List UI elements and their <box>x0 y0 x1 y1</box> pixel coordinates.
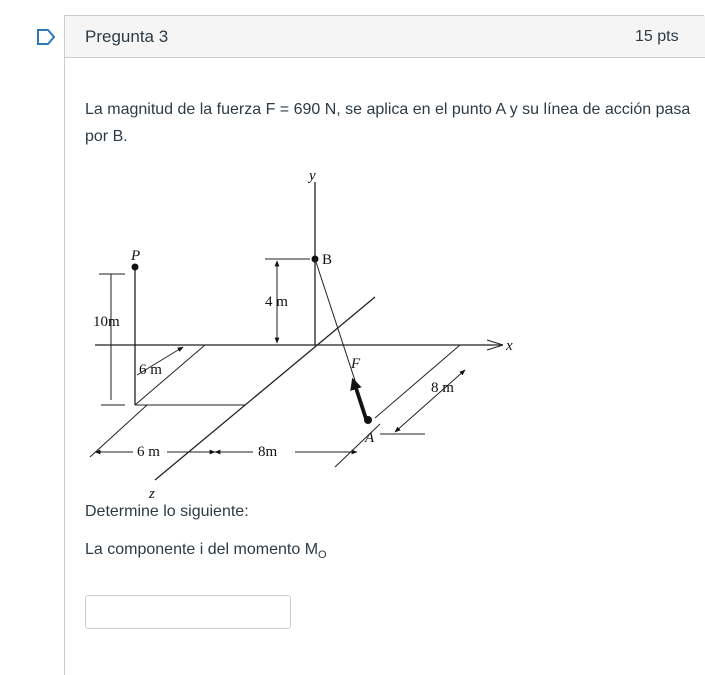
component-prompt <box>85 541 327 559</box>
label-z: z <box>149 486 155 502</box>
label-b: B <box>322 252 333 268</box>
component-prompt-text: La componente i del momento M <box>85 541 319 558</box>
instruction-text: Determine lo siguiente: <box>85 503 249 520</box>
x-arrowhead <box>487 340 503 345</box>
label-f: F <box>351 356 361 372</box>
label-8m-lower: 8m <box>258 444 278 460</box>
x-arrowhead-2 <box>487 345 503 350</box>
component-subscript: O <box>318 549 327 561</box>
label-y: y <box>309 168 316 184</box>
label-x: x <box>506 338 513 354</box>
question-card <box>64 15 704 675</box>
label-6m-upper: 6 m <box>139 362 162 378</box>
question-title: Pregunta 3 <box>85 27 169 46</box>
label-8m-right: 8 m <box>431 380 454 396</box>
point-p-dot <box>132 264 139 271</box>
flag-question-icon[interactable] <box>36 28 56 46</box>
statics-figure <box>85 162 521 502</box>
question-text: La magnitud de la fuerza F = 690 N, se aplica en el punto A y su línea de acción pasa por B. <box>85 101 691 145</box>
label-10m: 10m <box>93 314 120 330</box>
question-header <box>65 16 705 58</box>
point-a-dot <box>364 416 372 424</box>
question-points: 15 pts <box>635 28 679 45</box>
force-arrow <box>353 380 366 420</box>
label-6m-lower: 6 m <box>137 444 160 460</box>
label-a: A <box>365 430 375 446</box>
label-p: P <box>131 248 141 264</box>
dim-8m-right <box>395 370 465 432</box>
label-4m: 4 m <box>265 294 288 310</box>
answer-input[interactable] <box>85 595 291 629</box>
